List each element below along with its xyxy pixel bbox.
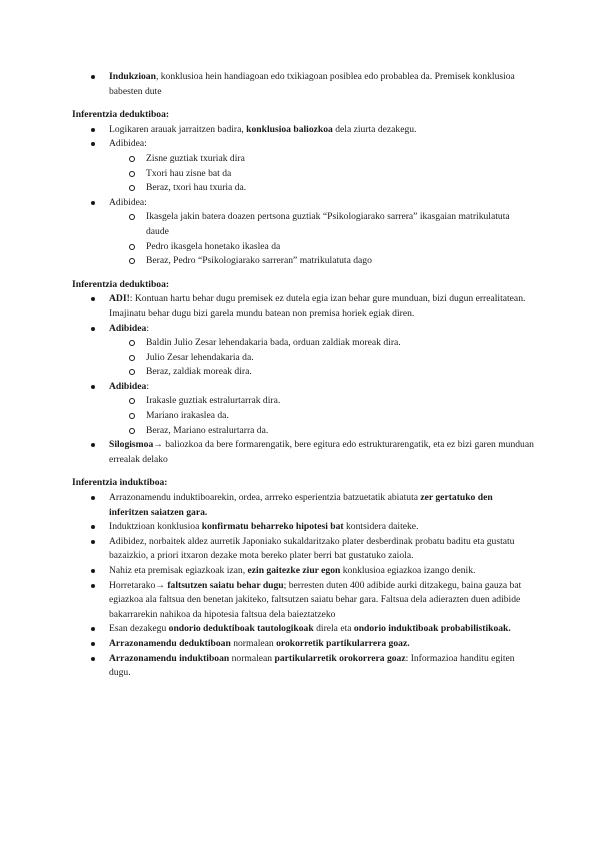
example-label: Adibidea <box>109 380 147 392</box>
list-item <box>72 652 534 681</box>
bullet-list <box>72 491 534 681</box>
sub-list-item: Beraz, Pedro “Psikologiarako sarreran” matrikulatuta dago <box>109 254 534 269</box>
text: dela ziurta dezakegu. <box>332 123 417 135</box>
text: Induktzioan konklusioa <box>109 521 202 533</box>
inductive-section <box>72 476 534 680</box>
example-label: Adibidea: <box>109 196 147 208</box>
bold-text: Indukzioan <box>109 71 156 82</box>
text: , konklusioa hein handiagoan edo txikiagoan posiblea edo probablea da. Premisek konklusioa babesten dute <box>109 71 515 97</box>
list-item: Adibidea: Irakasle guztiak estralurtarrak dira. Mariano irakaslea da. Beraz, Mariano estralurtarra da. <box>72 380 534 438</box>
text: direla eta <box>313 623 354 635</box>
document-content <box>72 70 534 681</box>
list-item <box>72 292 534 321</box>
list-item <box>72 564 534 579</box>
sub-list <box>109 210 534 268</box>
list-item <box>72 637 534 652</box>
bold-text: partikularretik orokorrera goaz <box>274 652 406 664</box>
sub-list-item: Julio Zesar lehendakaria da. <box>109 351 534 366</box>
text: : Informazioa handitu egiten dugu. <box>109 652 515 679</box>
bold-text: ezin gaitezke ziur egon <box>247 565 341 576</box>
bullet-list <box>72 292 534 467</box>
example-label: Adibidea: <box>109 138 147 150</box>
text: konklusioa egiazkoa izango denik. <box>340 565 476 576</box>
section-heading: Inferentzia deduktiboa: <box>72 278 170 290</box>
sub-list-item: Beraz, Mariano estralurtarra da. <box>109 424 534 439</box>
bold-text: → faltsutzen saiatu behar dugu <box>155 579 284 591</box>
text: Esan dezakegu <box>109 623 169 635</box>
bold-text: orokorretik partikularrera goaz. <box>276 637 410 649</box>
bullet-list <box>72 70 534 99</box>
text: Nahiz eta premisak egiazkoak izan, <box>109 565 248 576</box>
section-heading: Inferentzia deduktiboa: <box>72 109 170 121</box>
bold-text: konfirmatu beharreko hipotesi bat <box>201 521 344 533</box>
text: ; berresten duten 400 adibide aurki ditzakegu, baina gauza bat egiazkoa ala faltsua den benetan jakiteko, faltsutzen saiatu behar gara. Faltsua dela adierazten duen adibide bakarrarekin nahikoa da hipotesia faltsua dela baieztatzeko <box>109 579 522 620</box>
text: → baliozkoa da bere formarengatik, bere egitura edo estrukturarengatik, eta ez bizi garen munduan errealak delako <box>109 439 534 465</box>
sub-list <box>109 152 534 196</box>
text: normalean <box>230 637 277 649</box>
bold-text: konklusioa baliozkoa <box>246 123 333 135</box>
list-item <box>72 196 534 269</box>
list-item <box>72 438 534 467</box>
text: Horretarako <box>109 579 156 591</box>
deductive-section-2 <box>72 278 534 468</box>
sub-list-item: Txori hau zisne bat da <box>109 167 534 182</box>
bold-text: Silogismoa <box>109 439 154 451</box>
sub-list-item: Beraz, zaldiak moreak dira. <box>109 365 534 380</box>
text: Logikaren arauak jarraitzen badira, <box>109 123 247 135</box>
bold-text: ADI! <box>109 293 130 305</box>
section-heading: Inferentzia induktiboa: <box>72 477 168 489</box>
list-item: Adibidea: Baldin Julio Zesar lehendakaria bada, orduan zaldiak moreak dira. Julio Zesar lehendakaria da. Beraz, zaldiak moreak dira. <box>72 322 534 380</box>
list-item <box>72 622 534 637</box>
list-item <box>72 579 534 623</box>
list-item <box>72 70 534 99</box>
sub-list-item: Irakasle guztiak estralurtarrak dira. <box>109 394 534 409</box>
list-item <box>72 491 534 520</box>
bullet-list <box>72 123 534 269</box>
text: kontsidera daiteke. <box>343 521 419 533</box>
bold-text: ondorio induktiboak probabilistikoak. <box>353 623 511 635</box>
list-item: Adibidez, norbaitek aldez aurretik Japoniako sukaldaritzako plater desberdinak probatu baditu eta gustatu bazaizkio, a priori itxaron dezake mota bereko plater berri bat gustatuko zaiola. <box>72 535 534 564</box>
deductive-section-1 <box>72 108 534 269</box>
sub-list-item: Zisne guztiak txuriak dira <box>109 152 534 167</box>
list-item <box>72 137 534 195</box>
sub-list-item: Pedro ikasgela honetako ikaslea da <box>109 240 534 255</box>
sub-list-item: Beraz, txori hau txuria da. <box>109 181 534 196</box>
sub-list-item: Ikasgela jakin batera doazen pertsona guztiak “Psikologiarako sarrera” ikasgaian matrikulatuta daude <box>109 210 534 239</box>
text: : Kontuan hartu behar dugu premisek ez dutela egia izan behar gure munduan, bizi dugun errealitatean. Imajinatu behar dugu bizi garela mundu batean non premisa horiek egiak diren. <box>109 293 526 319</box>
list-item <box>72 520 534 535</box>
text: normalean <box>229 652 275 664</box>
list-item <box>72 123 534 138</box>
bold-text: Arrazonamendu induktiboan <box>109 652 230 664</box>
text: Arrazonamendu induktiboarekin, ordea, arrreko esperientzia batzuetatik abiatuta <box>109 492 421 504</box>
intro-section <box>72 70 534 99</box>
bold-text: zer gertatuko den inferitzen saiatzen gara. <box>109 492 493 518</box>
sub-list <box>109 394 534 438</box>
sub-list-item: Mariano irakaslea da. <box>109 409 534 424</box>
sub-list <box>109 336 534 380</box>
example-label: Adibidea <box>109 322 147 334</box>
sub-list-item: Baldin Julio Zesar lehendakaria bada, orduan zaldiak moreak dira. <box>109 336 534 351</box>
bold-text: Arrazonamendu deduktiboan <box>109 637 231 649</box>
bold-text: ondorio deduktiboak tautologikoak <box>168 623 314 635</box>
